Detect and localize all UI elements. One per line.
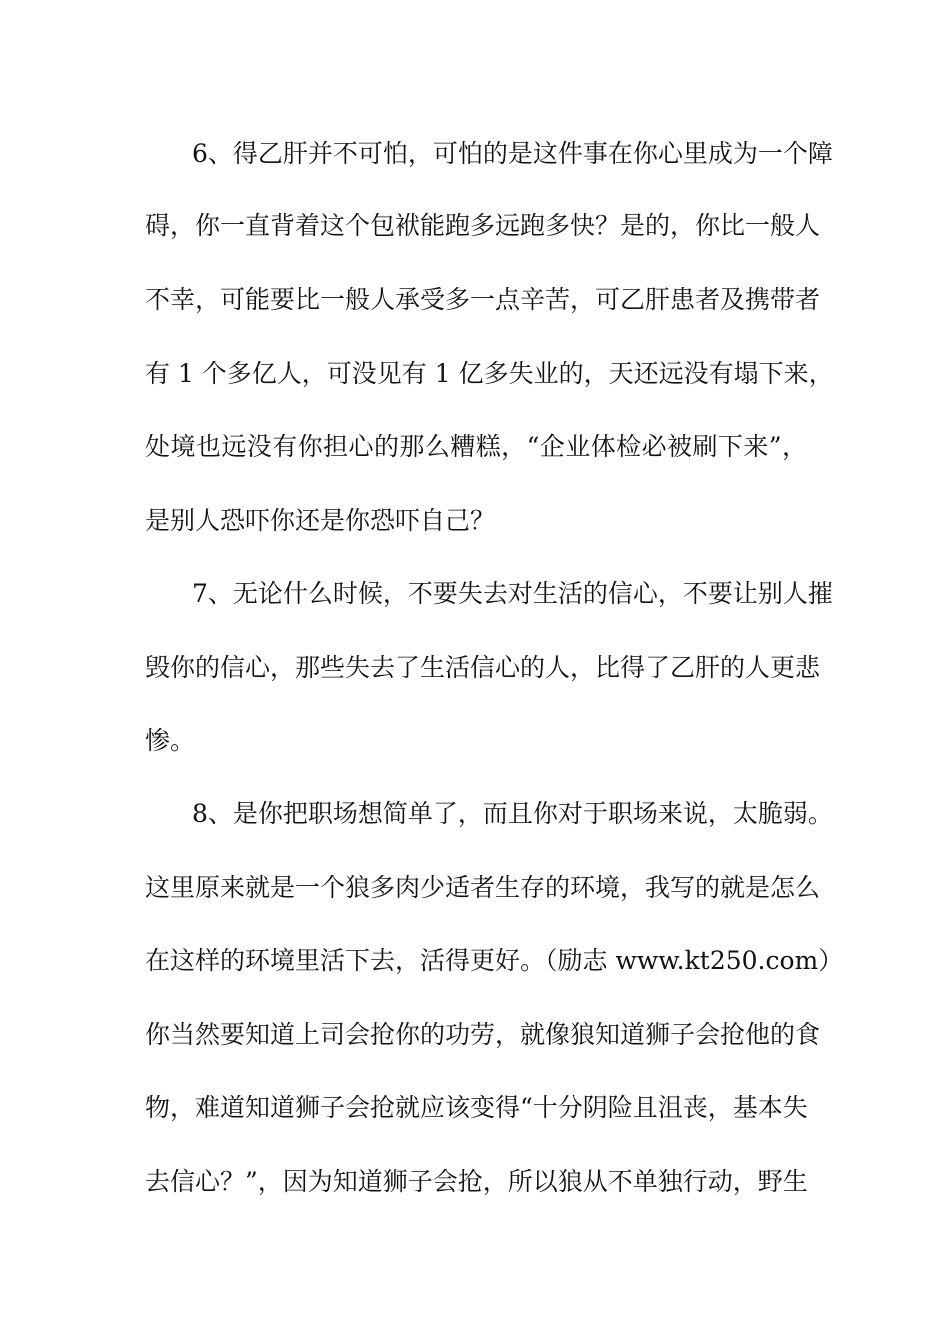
paragraph-8-line-5: 物，难道知道狮子会抢就应该变得“十分阴险且沮丧，基本失 xyxy=(145,1093,808,1122)
paragraph-8-line-6: 去信心？”，因为知道狮子会抢，所以狼从不单独行动，野生 xyxy=(145,1167,808,1196)
paragraph-6-line-5: 处境也远没有你担心的那么糟糕，“企业体检必被刷下来”， xyxy=(145,432,807,461)
paragraph-8-line-4: 你当然要知道上司会抢你的功劳，就像狼知道狮子会抢他的食 xyxy=(145,1020,821,1049)
paragraph-8-line-3: 在这样的环境里活下去，活得更好。（励志 www.kt250.com） xyxy=(145,946,844,975)
paragraph-7-line-3: 惨。 xyxy=(145,726,196,755)
paragraph-7-line-1: 7、无论什么时候，不要失去对生活的信心，不要让别人摧 xyxy=(192,579,833,608)
paragraph-6-line-4: 有 1 个多亿人，可没见有 1 亿多失业的，天还远没有塌下来， xyxy=(145,359,834,388)
paragraph-8-line-1: 8、是你把职场想简单了，而且你对于职场来说，太脆弱。 xyxy=(192,799,833,828)
paragraph-6-line-1: 6、得乙肝并不可怕，可怕的是这件事在你心里成为一个障 xyxy=(192,139,833,168)
paragraph-6-line-3: 不幸，可能要比一般人承受多一点辛苦，可乙肝患者及携带者 xyxy=(145,285,821,314)
paragraph-8-line-2: 这里原来就是一个狼多肉少适者生存的环境，我写的就是怎么 xyxy=(145,873,821,902)
paragraph-6-line-6: 是别人恐吓你还是你恐吓自己？ xyxy=(145,506,496,535)
paragraph-7-line-2: 毁你的信心，那些失去了生活信心的人，比得了乙肝的人更悲 xyxy=(145,653,821,682)
paragraph-6-line-2: 碍，你一直背着这个包袱能跑多远跑多快？是的，你比一般人 xyxy=(145,211,821,240)
